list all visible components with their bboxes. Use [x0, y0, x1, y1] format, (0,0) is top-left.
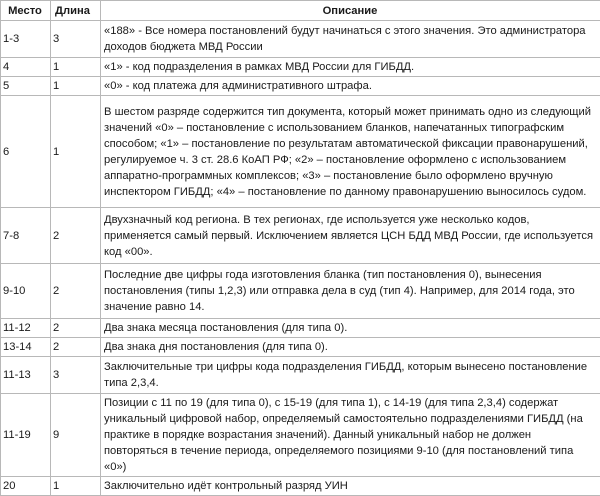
- cell-place: 20: [1, 477, 51, 496]
- cell-description: Заключительные три цифры кода подразделения ГИБДД, которым вынесено постановление типа 2,3,4.: [101, 357, 600, 394]
- cell-length: 2: [51, 264, 101, 319]
- cell-description: Два знака дня постановления (для типа 0).: [101, 338, 600, 357]
- header-description: Описание: [101, 1, 600, 21]
- cell-place: 6: [1, 96, 51, 208]
- table-row: [1, 96, 600, 208]
- table-row: [1, 394, 600, 477]
- cell-place: 7-8: [1, 208, 51, 264]
- header-row: [1, 1, 600, 21]
- cell-length: 3: [51, 357, 101, 394]
- table-row: [1, 477, 600, 496]
- cell-description: В шестом разряде содержится тип документа, который может принимать одно из следующий значений «0» – постановление с использованием бланков, напечатанных типографским способом; «1» – постановление по результатам автоматической фиксации правонарушений, регулируемое ч. 3 ст. 28.6 КоАП РФ; «2» – постановление оформлено с использованием аппаратно-программных комплексов; «3» – постановление было оформлено вручную инспектором ГИБДД; «4» – постановление по данному правонарушению выносилось судом.: [101, 96, 600, 208]
- cell-description: Последние две цифры года изготовления бланка (тип постановления 0), вынесения постановления (типы 1,2,3) или отправка дела в суд (тип 4). Например, для 2014 года, это значение равно 14.: [101, 264, 600, 319]
- cell-length: 1: [51, 477, 101, 496]
- table-row: [1, 357, 600, 394]
- cell-place: 1-3: [1, 21, 51, 58]
- cell-length: 2: [51, 319, 101, 338]
- table-row: [1, 338, 600, 357]
- table-row: [1, 319, 600, 338]
- cell-place: 9-10: [1, 264, 51, 319]
- cell-place: 5: [1, 77, 51, 96]
- cell-length: 2: [51, 338, 101, 357]
- cell-length: 1: [51, 58, 101, 77]
- header-length: Длина: [51, 1, 101, 21]
- cell-place: 13-14: [1, 338, 51, 357]
- cell-description: Заключительно идёт контрольный разряд УИН: [101, 477, 600, 496]
- cell-place: 11-19: [1, 394, 51, 477]
- cell-length: 1: [51, 77, 101, 96]
- table-row: [1, 77, 600, 96]
- header-place: Место: [1, 1, 51, 21]
- cell-description: «0» - код платежа для административного штрафа.: [101, 77, 600, 96]
- cell-length: 1: [51, 96, 101, 208]
- cell-description: Двухзначный код региона. В тех регионах, где используется уже несколько кодов, применяется самый первый. Исключением является ЦСН БДД МВД России, где используется код «00».: [101, 208, 600, 264]
- table-row: [1, 58, 600, 77]
- cell-place: 4: [1, 58, 51, 77]
- cell-length: 3: [51, 21, 101, 58]
- cell-description: «188» - Все номера постановлений будут начинаться с этого значения. Это администратора доходов бюджета МВД России: [101, 21, 600, 58]
- table-row: [1, 264, 600, 319]
- cell-description: «1» - код подразделения в рамках МВД России для ГИБДД.: [101, 58, 600, 77]
- cell-description: Два знака месяца постановления (для типа 0).: [101, 319, 600, 338]
- cell-description: Позиции с 11 по 19 (для типа 0), с 15-19 (для типа 1), с 14-19 (для типа 2,3,4) содержат уникальный цифровой набор, определяемый самостоятельно подразделениями ГИБДД (на практике в порядке возрастания значений). Данный уникальный набор не должен повторяться в течение периода, определяемого позициями 9-10 (для постановлений типа «0»): [101, 394, 600, 477]
- cell-place: 11-13: [1, 357, 51, 394]
- cell-length: 2: [51, 208, 101, 264]
- table-row: [1, 208, 600, 264]
- table-row: [1, 21, 600, 58]
- cell-place: 11-12: [1, 319, 51, 338]
- cell-length: 9: [51, 394, 101, 477]
